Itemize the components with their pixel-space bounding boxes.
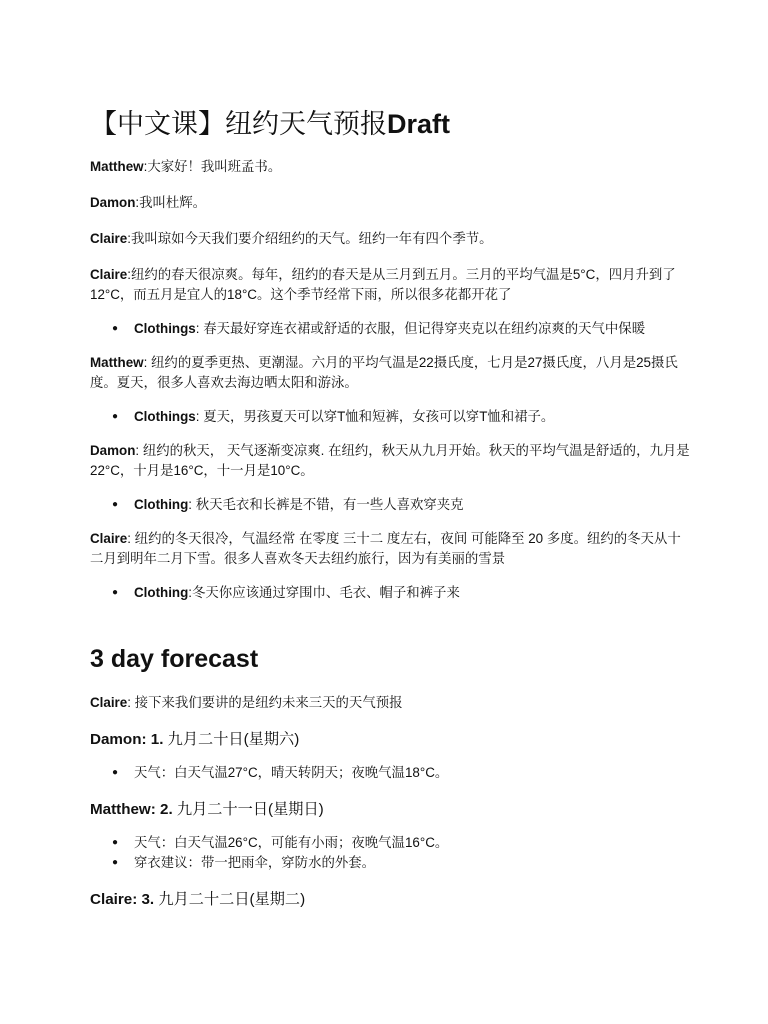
forecast-heading: 3 day forecast (90, 645, 259, 673)
line-text: 纽约的夏季更热、更潮湿。六月的平均气温是22摄氏度，七月是27摄氏度，八月是25摄氏度。夏天，很多人喜欢去海边晒太阳和游泳。 (90, 355, 678, 390)
dialogue-line (90, 353, 690, 393)
speaker-name: Claire (90, 531, 128, 546)
separator: : (127, 267, 131, 282)
document-content (90, 105, 690, 911)
separator: : (135, 443, 140, 458)
separator: : (195, 409, 200, 424)
line-text: 纽约的春天很凉爽。每年，纽约的春天是从三月到五月。三月的平均气温是5°C，四月升到了12°C，而五月是宜人的18°C。这个季节经常下雨，所以很多花都开花了 (90, 267, 676, 302)
list-item: ● 天气：白天气温26°C，可能有小雨；夜晚气温16°C。 (112, 833, 690, 853)
separator: : (188, 497, 193, 512)
dialogue-line (90, 157, 690, 177)
clothing-list (90, 583, 690, 603)
day-text: 九月二十二日(星期二) (154, 891, 306, 908)
separator: : (127, 231, 131, 246)
separator: : (143, 355, 148, 370)
separator: : (195, 321, 200, 336)
speaker-name: Matthew (90, 355, 144, 370)
dialogue-line (90, 193, 690, 213)
dialogue-line (90, 693, 690, 713)
forecast-day-heading (90, 799, 690, 821)
separator: : (135, 195, 140, 210)
bullet-text: 冬天你应该通过穿围巾、毛衣、帽子和裤子来 (192, 585, 460, 600)
bullet-text: 秋天毛衣和长裤是不错，有一些人喜欢穿夹克 (192, 497, 464, 512)
day-label: Claire: 3. (90, 891, 155, 908)
line-text: 接下来我们要讲的是纽约未来三天的天气预报 (130, 695, 403, 710)
forecast-day-heading (90, 729, 690, 751)
line-text: 我叫琼如今天我们要介绍纽约的天气。纽约一年有四个季节。 (130, 231, 493, 246)
list-item: ● 穿衣建议：带一把雨伞，穿防水的外套。 (112, 853, 690, 873)
line-text: 纽约的秋天， 天气逐渐变凉爽. 在纽约，秋天从九月开始。秋天的平均气温是舒适的，九月是22°C，十月是16°C，十一月是10°C。 (90, 443, 690, 478)
dialogue-line (90, 229, 690, 249)
separator: : (143, 159, 148, 174)
title-prefix: 【中文课】纽约天气预报 (90, 109, 387, 139)
day-label: Damon: 1. (90, 731, 164, 748)
clothing-list (90, 495, 690, 515)
separator: : (188, 585, 193, 600)
list-item (112, 319, 690, 339)
list-item (112, 407, 690, 427)
speaker-name: Damon (90, 195, 136, 210)
day-text: 九月二十日(星期六) (163, 731, 300, 748)
bullet-label: Clothings (134, 409, 196, 424)
dialogue-line (90, 265, 690, 305)
day-text: 九月二十一日(星期日) (172, 801, 324, 818)
forecast-list (90, 763, 690, 783)
forecast-day-heading (90, 889, 690, 911)
dialogue-line (90, 441, 690, 481)
line-text: 我叫杜辉。 (139, 195, 207, 210)
list-item (112, 495, 690, 515)
separator: : (127, 695, 131, 710)
day-label: Matthew: 2. (90, 801, 173, 818)
speaker-name: Matthew (90, 159, 144, 174)
list-item (112, 583, 690, 603)
bullet-text: 夏天，男孩夏天可以穿T恤和短裤，女孩可以穿T恤和裙子。 (199, 409, 555, 424)
separator: : (127, 531, 131, 546)
document-title (90, 105, 690, 143)
clothing-list (90, 407, 690, 427)
title-suffix: Draft (387, 109, 451, 139)
clothing-list (90, 319, 690, 339)
line-text: 纽约的冬天很冷，气温经常 在零度 三十二 度左右，夜间 可能降至 20 多度。纽约的冬天从十二月到明年二月下雪。很多人喜欢冬天去纽约旅行，因为有美丽的雪景 (90, 531, 681, 566)
list-item: ● 天气：白天气温27°C，晴天转阴天；夜晚气温18°C。 (112, 763, 690, 783)
line-text: 大家好！我叫班孟书。 (147, 159, 282, 174)
bullet-label: Clothings (134, 321, 196, 336)
forecast-list (90, 833, 690, 873)
dialogue-line (90, 529, 690, 569)
speaker-name: Damon (90, 443, 136, 458)
speaker-name: Claire (90, 231, 128, 246)
bullet-label: Clothing (134, 585, 189, 600)
bullet-label: Clothing (134, 497, 189, 512)
bullet-text: 春天最好穿连衣裙或舒适的衣服，但记得穿夹克以在纽约凉爽的天气中保暖 (199, 321, 646, 336)
speaker-name: Claire (90, 695, 128, 710)
speaker-name: Claire (90, 267, 128, 282)
